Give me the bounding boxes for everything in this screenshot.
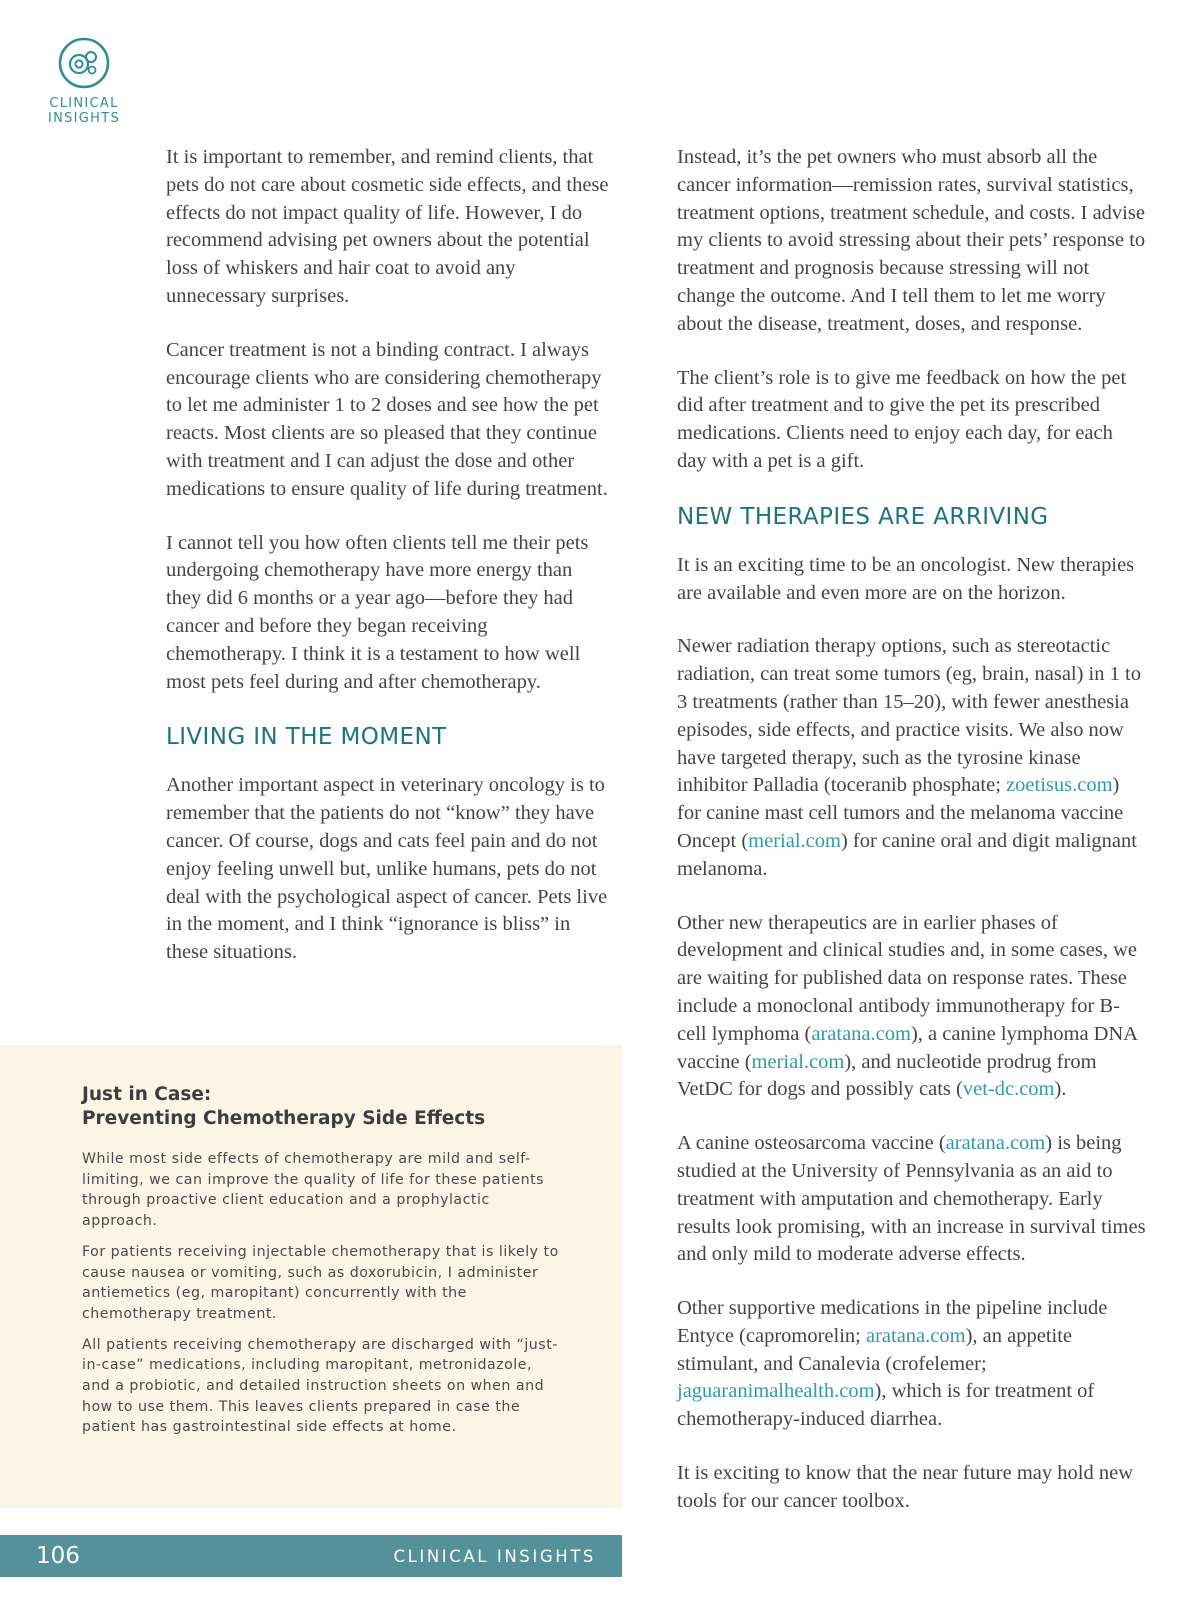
body-paragraph: Other supportive medications in the pipeline include Entyce (capromorelin; aratana.com), an appetite stimulant, and Canalevia (crofelemer; jaguaranimalhealth.com), which is for treatment of chemotherapy-induced diarrhea. (677, 1297, 1108, 1431)
body-paragraph: Another important aspect in veterinary oncology is to remember that the patients do not “know” they have cancer. Of course, dogs and cats feel pain and do not enjoy feeling unwell but, unlike humans, pets do not deal with the psychological aspect of cancer. Pets live in the moment, and I think “ignorance is bliss” in these situations. (166, 774, 608, 964)
sidebar-title-line-2: Preventing Chemotherapy Side Effects (82, 1108, 486, 1129)
footer-section-label: CLINICAL INSIGHTS (393, 1547, 596, 1566)
link-aratana[interactable]: aratana.com (811, 1022, 911, 1045)
body-paragraph: It is important to remember, and remind clients, that pets do not care about cosmetic side effects, and these effects do not impact quality of life. However, I do recommend advising pet owners about the potential loss of whiskers and hair coat to avoid any unnecessary surprises. (166, 146, 609, 307)
body-paragraph: Newer radiation therapy options, such as stereotactic radiation, can treat some tumors (eg, brain, nasal) in 1 to 3 treatments (rather than 15–20), with fewer anesthesia episodes, side effects, and practice visits. We also now have targeted therapy, such as the tyrosine kinase inhibitor Palladia (toceranib phosphate; zoetisus.com) for canine mast cell tumors and the melanoma vaccine Oncept (merial.com) for canine oral and digit malignant melanoma. (677, 635, 1141, 880)
body-paragraph: Instead, it’s the pet owners who must absorb all the cancer information—remission rates, survival statistics, treatment options, treatment schedule, and costs. I advise my clients to avoid stressing about their pets’ response to treatment and prognosis because stressing will not change the outcome. And I tell them to let me worry about the disease, treatment, doses, and response. (677, 146, 1146, 335)
sidebar-paragraph: While most side effects of chemotherapy are mild and self-limiting, we can improve the quality of life for these patients through proactive client education and a prophylactic approach. (82, 1151, 545, 1230)
body-paragraph: Cancer treatment is not a binding contract. I always encourage clients who are considering chemotherapy to let me administer 1 to 2 doses and see how the pet reacts. Most clients are so pleased that they continue with treatment and I can adjust the dose and other medications to ensure quality of life during treatment. (166, 338, 608, 500)
left-column (166, 144, 611, 993)
footer-bar (0, 1535, 622, 1577)
link-vet-dc[interactable]: vet-dc.com (962, 1078, 1055, 1101)
link-zoetisus[interactable]: zoetisus.com (1006, 774, 1113, 797)
body-paragraph: Other new therapeutics are in earlier phases of development and clinical studies and, in some cases, we are waiting for published data on response rates. These include a monoclonal antibody immunotherapy for B-cell lymphoma (aratana.com), a canine lymphoma DNA vaccine (merial.com), and nucleotide prodrug from VetDC for dogs and possibly cats (vet-dc.com). (677, 911, 1137, 1101)
body-paragraph: A canine osteosarcoma vaccine (aratana.com) is being studied at the University of Pennsylvania as an aid to treatment with amputation and chemotherapy. Early results look promising, with an increase in survival times and only mild to moderate adverse effects. (677, 1132, 1146, 1266)
cells-icon (57, 36, 111, 90)
link-aratana[interactable]: aratana.com (865, 1324, 966, 1347)
logo-text (44, 96, 124, 126)
body-paragraph: The client’s role is to give me feedback on how the pet did after treatment and to give the pet its prescribed medications. Clients need to enjoy each day, for each day with a pet is a gift. (677, 366, 1127, 472)
sidebar-box (0, 1045, 622, 1508)
link-merial[interactable]: merial.com (751, 1050, 845, 1073)
sidebar-paragraph: All patients receiving chemotherapy are discharged with “just-in-case” medications, including maropitant, metronidazole, and a probiotic, and detailed instruction sheets on when and how to use them. This leaves clients prepared in case the patient has gastrointestinal side effects at home. (82, 1336, 558, 1436)
body-paragraph: It is an exciting time to be an oncologist. New therapies are available and even more are on the horizon. (677, 553, 1135, 604)
body-paragraph: It is exciting to know that the near future may hold new tools for our cancer toolbox. (677, 1462, 1134, 1512)
body-paragraph: I cannot tell you how often clients tell me their pets undergoing chemotherapy have more energy than they did 6 months or a year ago—before they had cancer and before they began receiving chemotherapy. I think it is a testament to how well most pets feel during and after chemotherapy. (166, 531, 589, 693)
link-merial[interactable]: merial.com (748, 829, 841, 852)
section-heading-new-therapies: NEW THERAPIES ARE ARRIVING (677, 503, 1049, 530)
right-column (677, 144, 1147, 1542)
sidebar-title (82, 1083, 562, 1131)
link-aratana[interactable]: aratana.com (945, 1132, 1046, 1155)
clinical-insights-logo (44, 36, 124, 126)
logo-line-2: INSIGHTS (47, 111, 121, 126)
section-heading-living-in-the-moment: LIVING IN THE MOMENT (166, 724, 447, 751)
link-jaguaranimalhealth[interactable]: jaguaranimalhealth.com (677, 1380, 875, 1403)
sidebar-title-line-1: Just in Case: (82, 1084, 212, 1105)
logo-line-1: CLINICAL (49, 96, 119, 111)
page-number: 106 (36, 1543, 80, 1569)
sidebar-paragraph: For patients receiving injectable chemotherapy that is likely to cause nausea or vomiting, such as doxorubicin, I administer antiemetics (eg, maropitant) concurrently with the chemotherapy treatment. (82, 1243, 559, 1322)
